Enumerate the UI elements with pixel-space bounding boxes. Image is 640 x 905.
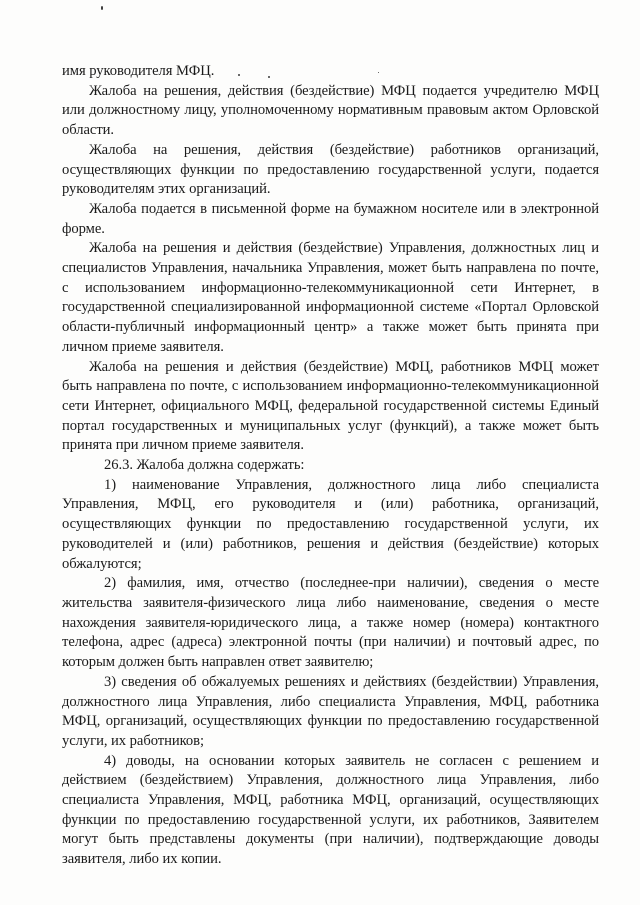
paragraph-organizations-complaint: Жалоба на решения, действия (бездействие) работников организаций, осуществляющих функции по предоставлению государственной услуги, подается руководителям этих организаций. bbox=[62, 141, 599, 198]
paragraph-intro: имя руководителя МФЦ. bbox=[62, 63, 215, 79]
document-body bbox=[62, 62, 599, 870]
section-heading-26-3: 26.3. Жалоба должна содержать: bbox=[104, 457, 305, 474]
paragraph-mfc-complaint: Жалоба на решения, действия (бездействие) МФЦ подается учредителю МФЦ или должностному лицу, уполномоченному нормативным правовым актом Орловской области. bbox=[62, 82, 599, 139]
paragraph-mfc-workers-complaint: Жалоба на решения и действия (бездействие) МФЦ, работников МФЦ может быть направлена по почте, с использованием информационно-телекоммуникационной сети Интернет, официального МФЦ, федеральной государственной системы Единый портал государственных и муниципальных услуг (функций), а также может быть принята при личном приеме заявителя. bbox=[62, 358, 599, 454]
list-item-1: 1) наименование Управления, должностного лица либо специалиста Управления, МФЦ, его руководителя и (или) работника, организаций, осуществляющих функции по предоставлению государственной услуги, их руководителей и (или) работников, решения и действия (бездействие) которых обжалуются; bbox=[62, 476, 599, 572]
list-item-2: 2) фамилия, имя, отчество (последнее-при наличии), сведения о месте жительства заявителя-физического лица либо наименование, сведения о месте нахождения заявителя-юридического лица, а также номер (номера) контактного телефона, адрес (адреса) электронной почты (при наличии) и почтовый адрес, по которым должен быть направлен ответ заявителю; bbox=[62, 575, 599, 671]
list-item-4: 4) доводы, на основании которых заявитель не согласен с решением и действием (бездействием) Управления, должностного лица Управления, либо специалиста Управления, МФЦ, работника МФЦ, организаций, осуществляющих функции по предоставлению государственной услуги, их работников, Заявителем могут быть представлены документы (при наличии), подтверждающие доводы заявителя, либо их копии. bbox=[62, 752, 599, 868]
list-item-3: 3) сведения об обжалуемых решениях и действиях (бездействии) Управления, должностного лица Управления, либо специалиста Управления, МФЦ, работника МФЦ, организаций, осуществляющих функции по предоставлению государственной услуги, их работников; bbox=[62, 673, 599, 749]
scan-speck bbox=[101, 6, 103, 10]
paragraph-management-complaint: Жалоба на решения и действия (бездействие) Управления, должностных лиц и специалистов Управления, начальника Управления, может быть направлена по почте, с использованием информационно-телекоммуникационной сети Интернет, в государственной специализированной информационной системе «Портал Орловской области-публичный информационный центр» а также может быть принята при личном приеме заявителя. bbox=[62, 240, 599, 355]
paragraph-complaint-form: Жалоба подается в письменной форме на бумажном носителе или в электронной форме. bbox=[62, 200, 599, 237]
